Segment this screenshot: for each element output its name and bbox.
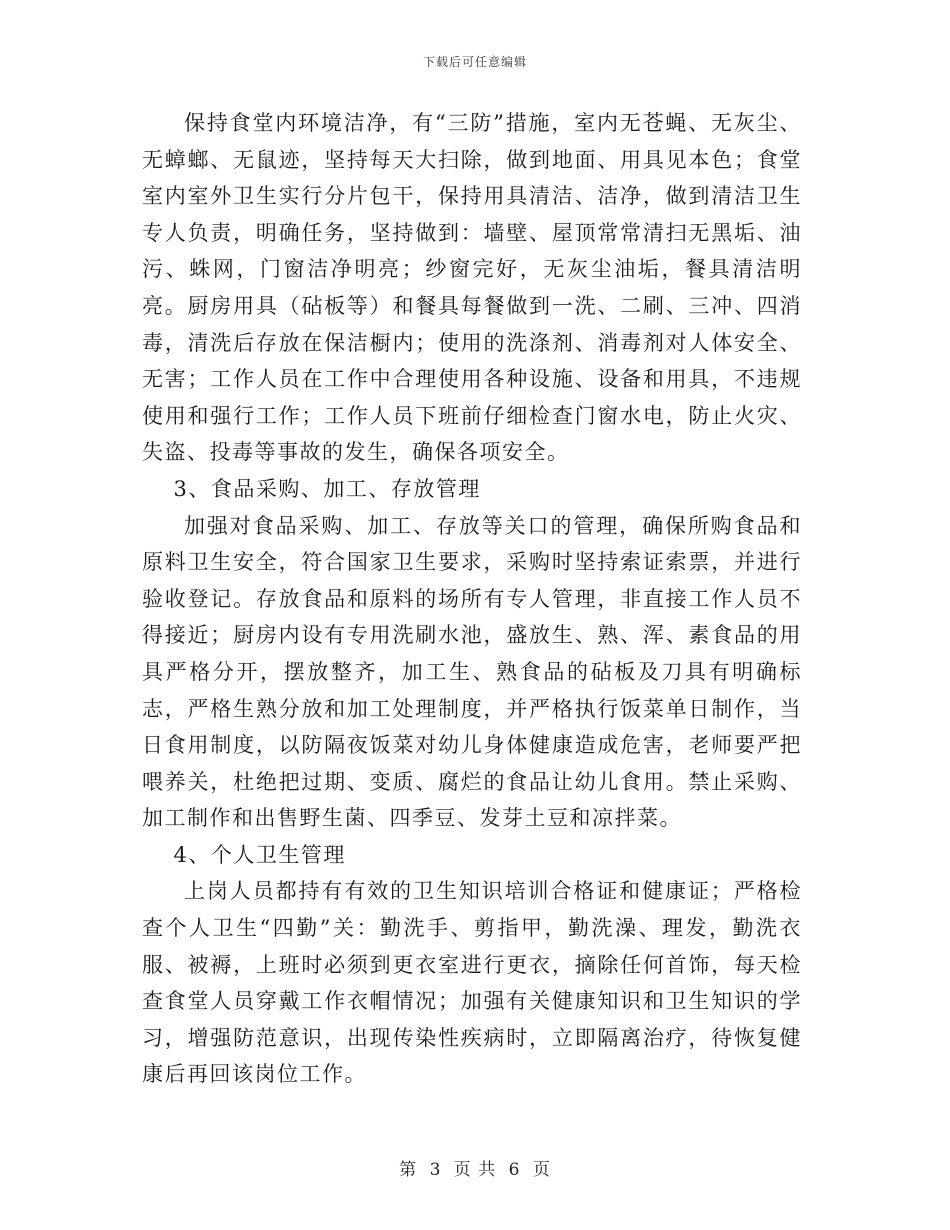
footer-current-page: 3 — [429, 1160, 442, 1180]
paragraph-food-procurement: 加强对食品采购、加工、存放等关口的管理，确保所购食品和原料卫生安全，符合国家卫生要求，采购时坚持索证索票，并进行验收登记。存放食品和原料的场所有专人管理，非直接工作人员不得接近；厨房内设有专用洗刷水池，盛放生、熟、浑、素食品的用具严格分开，摆放整齐，加工生、熟食品的砧板及刀具有明确标志，严格生熟分放和加工处理制度，并严格执行饭菜单日制作，当日食用制度，以防隔夜饭菜对幼儿身体健康造成危害，老师要严把喂养关，杜绝把过期、变质、腐烂的食品让幼儿食用。禁止采购、加工制作和出售野生菌、四季豆、发芽土豆和凉拌菜。 — [142, 513, 802, 831]
footer-prefix: 第 — [399, 1160, 418, 1180]
footer-middle: 页 共 — [453, 1160, 497, 1180]
page-header: 下载后可任意编辑 — [422, 55, 527, 69]
footer-total-pages: 6 — [508, 1160, 521, 1180]
section-heading-personal-hygiene: 4、个人卫生管理 — [173, 842, 346, 867]
paragraph-personal-hygiene: 上岗人员都持有有效的卫生知识培训合格证和健康证；严格检查个人卫生“四勤”关：勤洗手、剪指甲，勤洗澡、理发，勤洗衣服、被褥，上班时必须到更衣室进行更衣，摘除任何首饰，每天检查食堂人员穿戴工作衣帽情况；加强有关健康知识和卫生知识的学习，增强防范意识，出现传染性疾病时，立即隔离治疗，待恢复健康后再回该岗位工作。 — [142, 879, 802, 1087]
page-footer — [0, 1155, 950, 1180]
footer-suffix: 页 — [532, 1160, 551, 1180]
document-body — [142, 105, 802, 1093]
paragraph-hygiene: 保持食堂内环境洁净，有“三防”措施，室内无苍蝇、无灰尘、无蟑螂、无鼠迹，坚持每天大扫除，做到地面、用具见本色；食堂室内室外卫生实行分片包干，保持用具清洁、洁净，做到清洁卫生专人负责，明确任务，坚持做到：墙壁、屋顶常常清扫无黑垢、油污、蛛网，门窗洁净明亮；纱窗完好，无灰尘油垢，餐具清洁明亮。厨房用具（砧板等）和餐具每餐做到一洗、二刷、三冲、四消毒，清洗后存放在保洁橱内；使用的洗涤剂、消毒剂对人体安全、无害；工作人员在工作中合理使用各种设施、设备和用具，不违规使用和强行工作；工作人员下班前仔细检查门窗水电，防止火灾、失盗、投毒等事故的发生，确保各项安全。 — [142, 111, 802, 465]
section-heading-food-procurement: 3、食品采购、加工、存放管理 — [173, 476, 481, 501]
